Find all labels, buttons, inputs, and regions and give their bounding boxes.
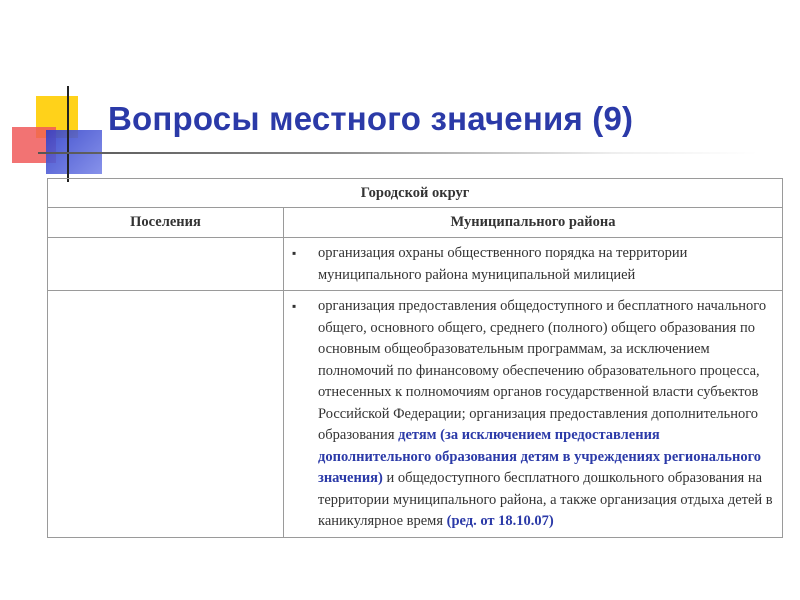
list-item-text-part: и общедоступного бесплатного дошкольного образования на территории муниципального района, а также организация отдыха детей в каникулярное время [318,470,773,529]
list-item-text [318,296,774,533]
settlements-cell [48,291,284,538]
list-item [292,296,774,533]
header-settlements: Поселения [48,208,284,238]
table-header-row-sub [48,208,783,238]
logo-vertical-line [67,86,69,182]
table-header-row-top [48,179,783,208]
powers-table [47,178,783,538]
list-item-text-part: организация охраны общественного порядка на территории муниципального района муниципальной милицией [318,245,688,283]
table-row [48,291,783,538]
highlighted-text: детям (за исключением предоставления дополнительного образования детям в учреждениях регионального значения) [318,427,762,486]
header-municipal-district: Муниципального района [284,208,783,238]
bullet-icon: ▪ [292,246,297,260]
slide-title: Вопросы местного значения (9) [108,100,634,137]
settlements-cell [48,238,284,291]
bullet-icon: ▪ [292,299,297,313]
table-row [48,238,783,291]
list-item-text [318,243,774,286]
list-item-text-part: организация предоставления общедоступного и бесплатного начального общего, основного общего, среднего (полного) общего образования по основным общеобразовательным программам, за исключением полномочий по финансовому обеспечению образовательного процесса, отнесенных к полномочиям органов государственной власти субъектов Российской Федерации; организация предоставления дополнительного образования [318,298,767,443]
title-underline [38,152,758,154]
revision-note: (ред. от 18.10.07) [446,513,554,529]
municipal-district-cell [284,291,783,538]
slide-logo-decoration [0,0,120,190]
list-item [292,243,774,286]
header-city-district: Городской округ [48,179,783,208]
municipal-district-cell [284,238,783,291]
